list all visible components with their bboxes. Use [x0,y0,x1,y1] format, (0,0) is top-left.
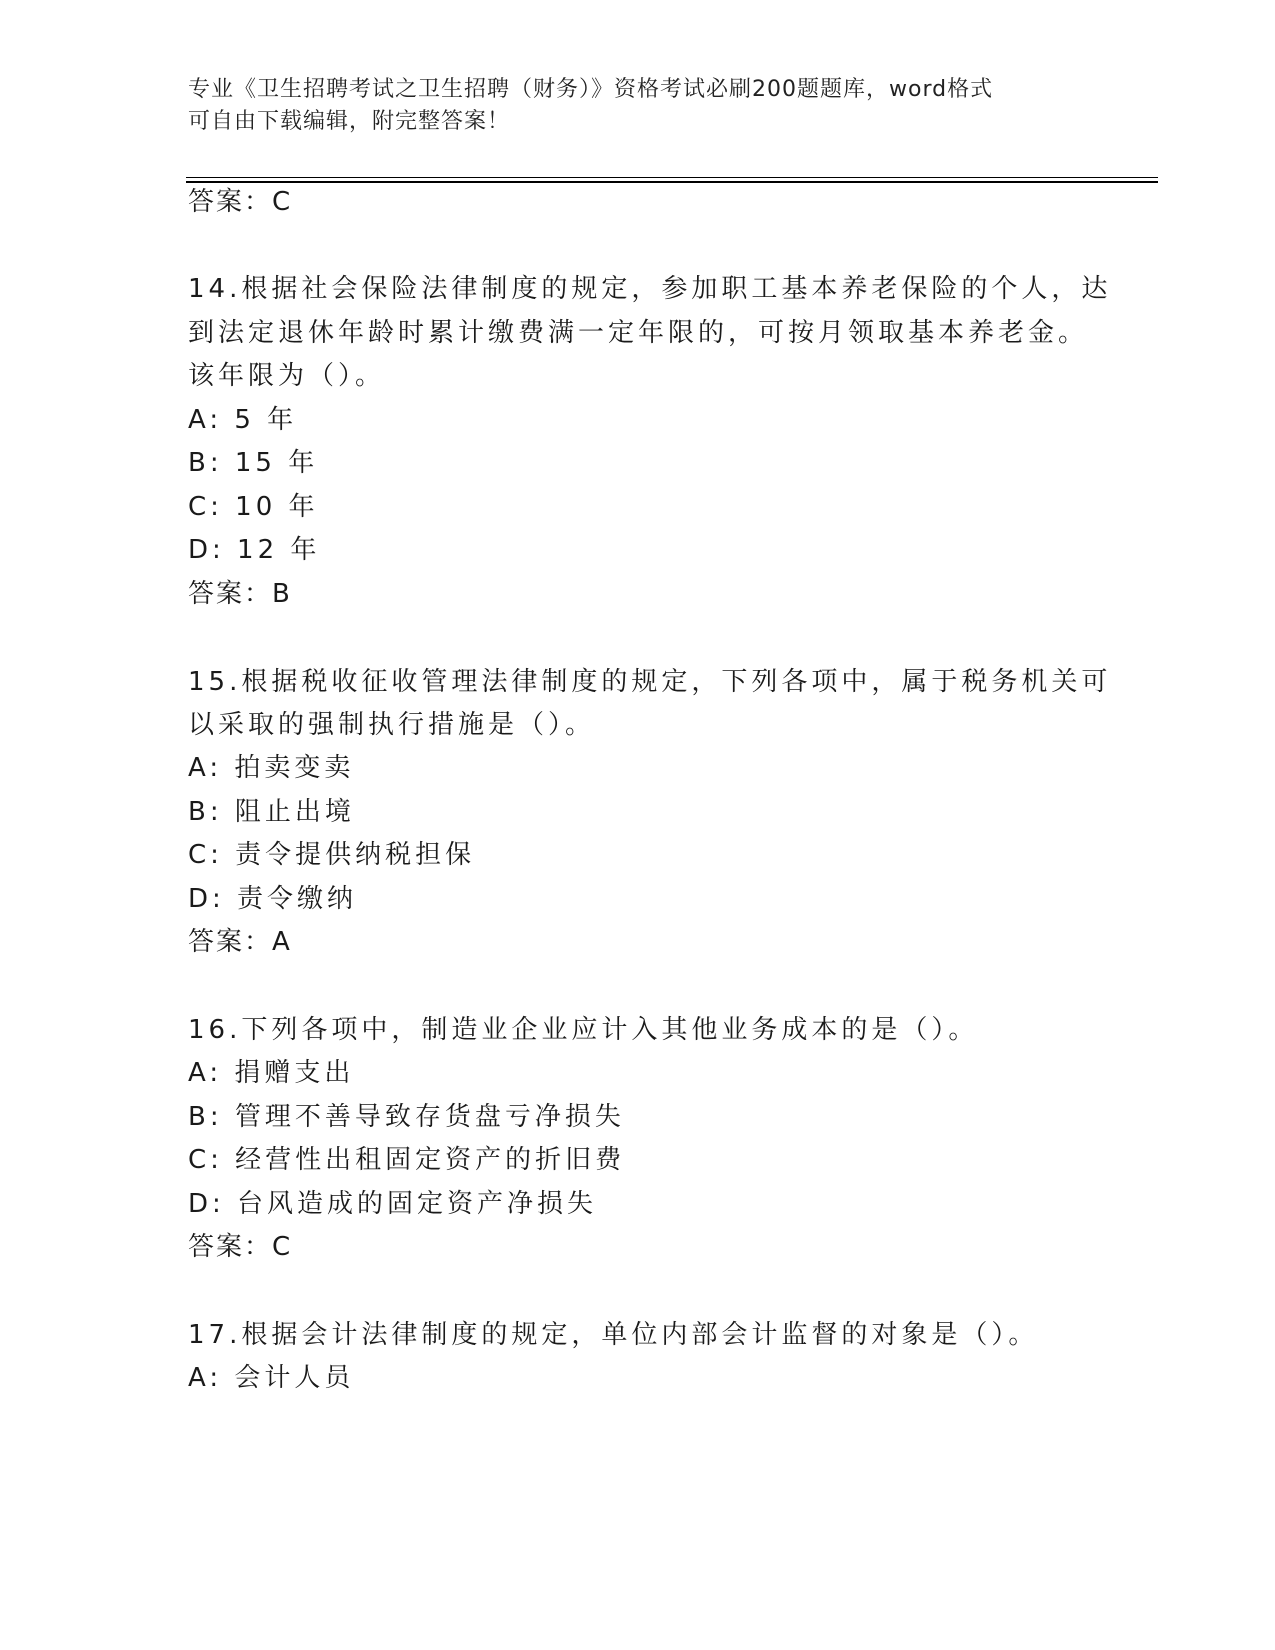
question-16-option-c: C: 经营性出租固定资产的折旧费 [188,1145,626,1175]
header-line-2: 可自由下载编辑，附完整答案！ [188,109,511,134]
question-15-stem-line-1: 15.根据税收征收管理法律制度的规定，下列各项中，属于税务机关可 [188,667,1112,697]
question-14-stem-line-2: 到法定退休年龄时累计缴费满一定年限的，可按月领取基本养老金。 [188,318,1089,348]
question-16-option-a: A: 捐赠支出 [188,1058,355,1088]
question-14-option-a: A: 5 年 [188,405,298,435]
question-15-option-a: A: 拍卖变卖 [188,753,355,783]
header-divider-thin [186,177,1158,178]
question-15-option-d: D: 责令缴纳 [188,884,358,914]
question-16-answer: 答案：C [188,1232,293,1262]
question-17-option-a: A: 会计人员 [188,1363,355,1393]
document-header [188,74,1068,138]
previous-answer: 答案：C [188,187,293,217]
question-16-stem-line-1: 16.下列各项中，制造业企业应计入其他业务成本的是（）。 [188,1015,979,1045]
question-16-option-b: B: 管理不善导致存货盘亏净损失 [188,1102,625,1132]
question-15-option-b: B: 阻止出境 [188,797,355,827]
question-14-option-b: B: 15 年 [188,448,319,478]
header-line-1: 专业《卫生招聘考试之卫生招聘（财务）》资格考试必刷200题题库，word格式 [188,77,994,102]
question-17-stem-line-1: 17.根据会计法律制度的规定，单位内部会计监督的对象是（）。 [188,1320,1039,1350]
question-15-answer: 答案：A [188,927,292,957]
question-14-stem-line-3: 该年限为（）。 [188,361,386,391]
question-15-option-c: C: 责令提供纳税担保 [188,840,476,870]
question-14-option-d: D: 12 年 [188,535,321,565]
question-14-stem-line-1: 14.根据社会保险法律制度的规定，参加职工基本养老保险的个人，达 [188,274,1112,304]
question-14-option-c: C: 10 年 [188,492,319,522]
header-divider-thick [186,181,1158,183]
question-14-answer: 答案：B [188,579,292,609]
question-16-option-d: D: 台风造成的固定资产净损失 [188,1189,598,1219]
question-15-stem-line-2: 以采取的强制执行措施是（）。 [188,710,596,740]
